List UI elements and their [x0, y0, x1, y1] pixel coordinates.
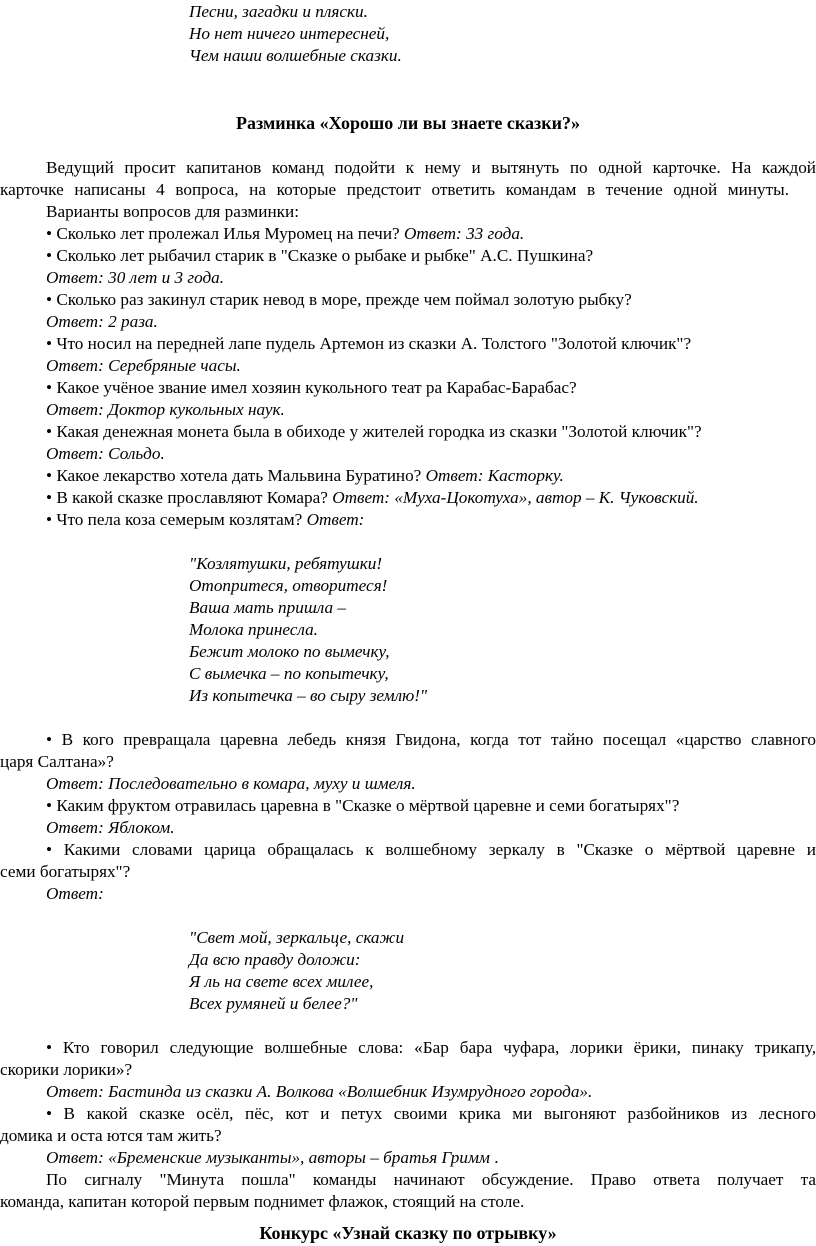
- poem-goat-line: Ваша мать пришла –: [189, 598, 346, 617]
- answer-tail: .: [489, 1148, 499, 1167]
- question-text: • Что пела коза семерым козлятам?: [46, 510, 307, 529]
- question-text: домика и оста ются там жить?: [0, 1126, 222, 1145]
- answer-text: Ответ:: [306, 510, 365, 529]
- question-text: • Сколько лет рыбачил старик в "Сказке о рыбаке и рыбке" А.С. Пушкина?: [46, 246, 594, 265]
- question-text: • Какое учёное звание имел хозяин кукольного теат ра Карабас-Барабас?: [46, 378, 577, 397]
- intro-paragraph-line: карточке написаны 4 вопроса, на которые предстоит ответить командам в течение одной минуты.: [0, 180, 789, 199]
- question-item: [46, 509, 364, 531]
- question-text: • Какими словами царица обращалась к волшебному зеркалу в "Сказке о мёртвой царевне и: [46, 840, 816, 859]
- question-text: семи богатырях"?: [0, 862, 131, 881]
- question-text: • Какое лекарство хотела дать Мальвина Буратино?: [46, 466, 426, 485]
- answer-text: Ответ: 33 года.: [403, 224, 525, 243]
- answer-text: Ответ: «Муха-Цокотуха», автор – К. Чуковский.: [332, 488, 699, 507]
- answer-text: Ответ: Серебряные часы.: [46, 356, 241, 375]
- intro-paragraph-line: Ведущий просит капитанов команд подойти к нему и вытянуть по одной карточке. На каждой: [46, 158, 816, 177]
- question-text: царя Салтана»?: [0, 752, 114, 771]
- question-text: • Кто говорил следующие волшебные слова: «Бар бара чуфара, лорики ёрики, пинаку трикапу,: [46, 1038, 816, 1057]
- section-heading: Разминка «Хорошо ли вы знаете сказки?»: [236, 113, 580, 133]
- poem-goat-line: Бежит молоко по вымечку,: [189, 642, 390, 661]
- answer-text: Ответ:: [46, 884, 104, 903]
- poem-goat-line: Отопритеся, отворитеся!: [189, 576, 388, 595]
- poem-intro-line: Но нет ничего интересней,: [189, 24, 390, 43]
- answer-text: Ответ: Яблоком.: [46, 818, 175, 837]
- answer-text: Ответ: Бастинда из сказки А. Волкова «Волшебник Изумрудного города».: [46, 1082, 593, 1101]
- answer-text: Ответ: Касторку.: [425, 466, 564, 485]
- question-item: [46, 487, 699, 509]
- section-heading: Конкурс «Узнай сказку по отрывку»: [259, 1223, 557, 1243]
- answer-text: Ответ: Последовательно в комара, муху и шмеля.: [46, 774, 416, 793]
- question-text: • Сколько лет пролежал Илья Муромец на печи?: [46, 224, 404, 243]
- answer-text: Ответ: 30 лет и 3 года.: [46, 268, 225, 287]
- poem-intro-line: Песни, загадки и пляски.: [189, 2, 368, 21]
- answer-text: Ответ: Доктор кукольных наук.: [46, 400, 285, 419]
- question-text: • Какая денежная монета была в обиходе у жителей городка из сказки "Золотой ключик"?: [46, 422, 702, 441]
- answer-item: [46, 1147, 499, 1169]
- poem-mirror-line: Да всю правду доложи:: [189, 950, 361, 969]
- question-text: • В какой сказке прославляют Комара?: [46, 488, 333, 507]
- poem-goat-line: Из копытечка – во сыру землю!": [189, 686, 428, 705]
- poem-goat-line: С вымечка – по копытечку,: [189, 664, 389, 683]
- poem-mirror-line: Всех румяней и белее?": [189, 994, 358, 1013]
- question-text: • Каким фруктом отравилась царевна в "Сказке о мёртвой царевне и семи богатырях"?: [46, 796, 680, 815]
- poem-goat-line: Молока принесла.: [189, 620, 318, 639]
- answer-text: Ответ: «Бременские музыканты», авторы – братья Гримм: [46, 1148, 490, 1167]
- intro-paragraph-line: Варианты вопросов для разминки:: [46, 202, 299, 221]
- question-text: • В какой сказке осёл, пёс, кот и петух своими крика ми выгоняют разбойников из лесного: [46, 1104, 816, 1123]
- question-text: • Что носил на передней лапе пудель Артемон из сказки А. Толстого "Золотой ключик"?: [46, 334, 692, 353]
- poem-goat-line: "Козлятушки, ребятушки!: [189, 554, 383, 573]
- poem-mirror-line: "Свет мой, зеркальце, скажи: [189, 928, 405, 947]
- question-text: • Сколько раз закинул старик невод в море, прежде чем поймал золотую рыбку?: [46, 290, 632, 309]
- question-text: • В кого превращала царевна лебедь князя Гвидона, когда тот тайно посещал «царство славного: [46, 730, 816, 749]
- poem-intro-line: Чем наши волшебные сказки.: [189, 46, 402, 65]
- question-item: [46, 223, 524, 245]
- signal-paragraph-line: По сигналу "Минута пошла" команды начинают обсуждение. Право ответа получает та: [46, 1170, 816, 1189]
- question-item: [46, 465, 564, 487]
- poem-mirror-line: Я ль на свете всех милее,: [189, 972, 374, 991]
- answer-text: Ответ: Сольдо.: [46, 444, 165, 463]
- question-text: скорики лорики»?: [0, 1060, 133, 1079]
- signal-paragraph-line: команда, капитан которой первым поднимет флажок, стоящий на столе.: [0, 1192, 525, 1211]
- answer-text: Ответ: 2 раза.: [46, 312, 158, 331]
